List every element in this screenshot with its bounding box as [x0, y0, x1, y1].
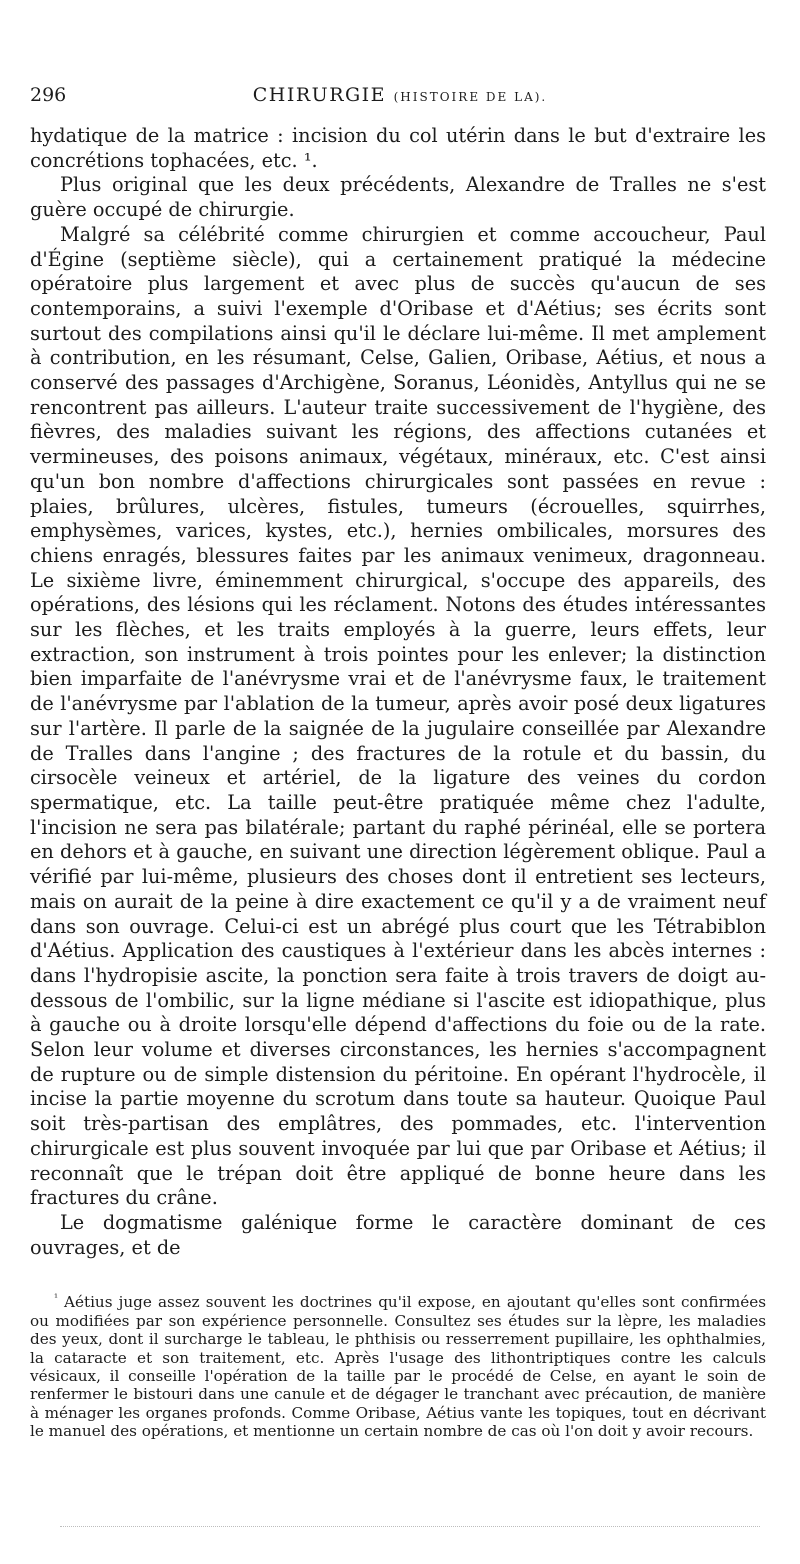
running-title	[94, 84, 766, 106]
paragraph-alexandre-de-tralles: Plus original que les deux précédents, Alexandre de Tralles ne s'est guère occupé de chirurgie.	[30, 173, 766, 222]
page-bottom-rule	[60, 1526, 760, 1527]
footnotes	[30, 1290, 766, 1440]
running-title-sub: (HISTOIRE DE LA).	[393, 90, 548, 104]
footnote-text: Aétius juge assez souvent les doctrines qu'il expose, en ajoutant qu'elles sont confirmées ou modifiées par son expérience personnelle. Consultez ses études sur la lèpre, les maladies des yeux, dont il surcharge le tableau, le phthisis ou resserrement pupillaire, les ophthalmies, la cataracte et son traitement, etc. Après l'usage des lithontriptiques contre les calculs vésicaux, il conseille l'opération de la taille par le procédé de Celse, en ayant le soin de renfermer le bistouri dans une canule et de dégager le tranchant avec précaution, de manière à ménager les organes profonds. Comme Oribase, Aétius vante les topiques, tout en décrivant le manuel des opérations, et mentionne un certain nombre de cas où l'on doit y avoir recours.	[30, 1293, 766, 1441]
running-header	[30, 84, 766, 124]
body-text	[30, 124, 766, 1260]
document-page	[30, 84, 766, 1441]
paragraph-continuation: hydatique de la matrice : incision du col utérin dans le but d'extraire les concrétions tophacées, etc. ¹.	[30, 124, 766, 172]
footnote-1	[30, 1290, 766, 1440]
paragraph-paul-d-egine: Malgré sa célébrité comme chirurgien et comme accoucheur, Paul d'Égine (septième siècle), qui a certainement pratiqué la médecine opératoire plus largement et avec plus de succès qu'aucun de ses contemporains, a suivi l'exemple d'Oribase et d'Aétius; ses écrits sont surtout des compilations ainsi qu'il le déclare lui-même. Il met amplement à contribution, en les résumant, Celse, Galien, Oribase, Aétius, et nous a conservé des passages d'Archigène, Soranus, Léonidès, Antyllus qui ne se rencontrent pas ailleurs. L'auteur traite successivement de l'hygiène, des fièvres, des maladies suivant les régions, des affections cutanées et vermineuses, des poisons animaux, végétaux, minéraux, etc. C'est ainsi qu'un bon nombre d'affections chirurgicales sont passées en revue : plaies, brûlures, ulcères, fistules, tumeurs (écrouelles, squirrhes, emphysèmes, varices, kystes, etc.), hernies ombilicales, morsures des chiens enragés, blessures faites par les animaux venimeux, dragonneau. Le sixième livre, éminemment chirurgical, s'occupe des appareils, des opérations, des lésions qui les réclament. Notons des études intéressantes sur les flèches, et les traits employés à la guerre, leurs effets, leur extraction, son instrument à trois pointes pour les enlever; la distinction bien imparfaite de l'anévrysme vrai et de l'anévrysme faux, le traitement de l'anévrysme par l'ablation de la tumeur, après avoir posé deux ligatures sur l'artère. Il parle de la saignée de la jugulaire conseillée par Alexandre de Tralles dans l'angine ; des fractures de la rotule et du bassin, du cirsocèle veineux et artériel, de la ligature des veines du cordon spermatique, etc. La taille peut-être pratiquée même chez l'adulte, l'incision ne sera pas bilatérale; partant du raphé périnéal, elle se portera en dehors et à gauche, en suivant une direction légèrement oblique. Paul a vérifié par lui-même, plusieurs des choses dont il entretient ses lecteurs, mais on aurait de la peine à dire exactement ce qu'il y a de vraiment neuf dans son ouvrage. Celui-ci est un abrégé plus court que les Tétrabiblon d'Aétius. Application des caustiques à l'extérieur dans les abcès internes : dans l'hydropisie ascite, la ponction sera faite à trois travers de doigt au-dessous de l'ombilic, sur la ligne médiane si l'ascite est idiopathique, plus à gauche ou à droite lorsqu'elle dépend d'affections du foie ou de la rate. Selon leur volume et diverses circonstances, les hernies s'accompagnent de rupture ou de simple distension du péritoine. En opérant l'hydrocèle, il incise la partie moyenne du scrotum dans toute sa hauteur. Quoique Paul soit très-partisan des emplâtres, des pommades, etc. l'intervention chirurgicale est plus souvent invoquée par lui que par Oribase et Aétius; il reconnaît que le trépan doit être appliqué de bonne heure dans les fractures du crâne.	[30, 222, 766, 1210]
footnote-mark: ¹	[54, 1293, 59, 1305]
paragraph-dogmatisme: Le dogmatisme galénique forme le caractère dominant de ces ouvrages, et de	[30, 1210, 766, 1259]
running-title-main: CHIRURGIE	[252, 84, 387, 106]
page-number: 296	[30, 84, 67, 106]
